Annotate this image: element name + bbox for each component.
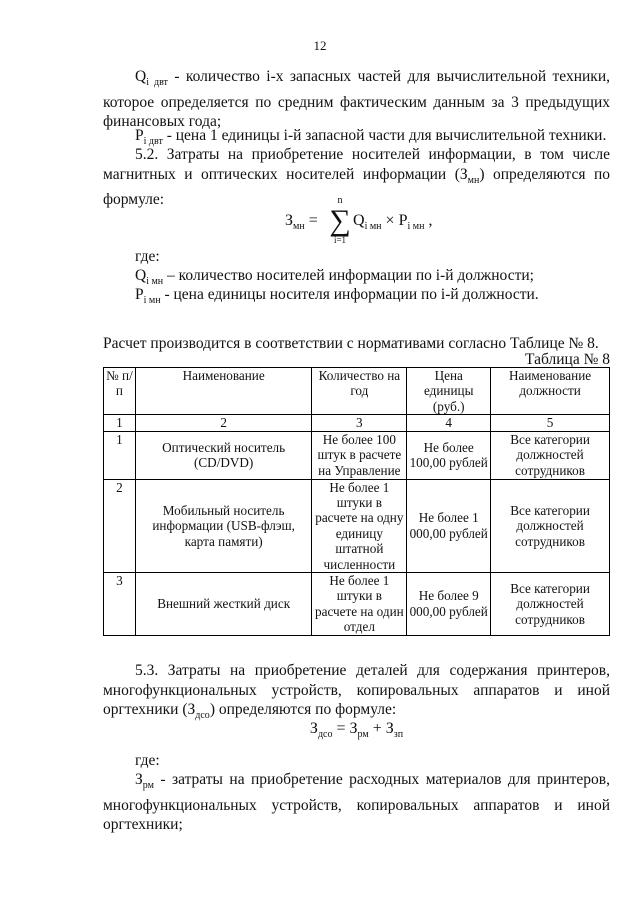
zrm-text-line2: многофункциональных устройств, копировальных аппаратов и иной [103, 796, 610, 814]
table-8 [103, 367, 610, 636]
zrm-symbol: З [135, 771, 143, 788]
s53-line3-b: ) определяются по формуле: [209, 701, 397, 719]
cell-name: Мобильный носитель информации (USB-флэш, карта памяти) [135, 479, 312, 572]
cell-price: Не более 100,00 рублей [407, 431, 491, 479]
f2-lhs: З [309, 720, 318, 737]
th-name: Наименование [135, 368, 312, 415]
section-5-3 [103, 661, 610, 726]
table-row [104, 431, 610, 479]
f2-plus: + [372, 720, 382, 737]
cell-price: Не более 9 000,00 рублей [407, 573, 491, 636]
colnum-2: 2 [135, 415, 312, 431]
qdvt-text-line2: которое определяется по средним фактическим данным за 3 предыдущих [103, 93, 610, 111]
zrm-text-line3: оргтехники; [103, 816, 183, 834]
s52-line2-a: магнитных и оптических носителей информации (З [103, 165, 468, 183]
s53-line2: многофункциональных устройств, копировальных аппаратов и иной [103, 681, 610, 699]
qdvt-subscript: i двт [146, 77, 168, 89]
qdvt-text: - количество i-х запасных частей для вычислительной техники, [174, 68, 610, 85]
qmn-subscript: i мн [146, 276, 164, 288]
table-header-row [104, 368, 610, 415]
pdvt-subscript: i двт [143, 136, 163, 148]
f1-lhs-sub: мн [293, 221, 305, 233]
colnum-4: 4 [407, 415, 491, 431]
cell-name: Внешний жесткий диск [135, 573, 312, 636]
s53-line3-sub: дсо [195, 710, 210, 722]
formula-zdso [103, 720, 610, 740]
s52-line2-b: ) определяются по [479, 165, 610, 183]
qmn-text: – количество носителей информации по i-й должности; [167, 267, 534, 284]
cell-name: Оптический носитель (CD/DVD) [135, 431, 312, 479]
colnum-5: 5 [491, 415, 610, 431]
where-label-1: где: [135, 248, 160, 265]
qdvt-symbol: Q [135, 68, 147, 85]
where-label-2: где: [135, 752, 160, 769]
cell-qty: Не более 100 штук в расчете на Управление [312, 431, 407, 479]
pmn-definition [135, 285, 610, 311]
calc-text: Расчет производится в соответствии с нормативами согласно Таблице № 8. [103, 335, 599, 352]
table-row [104, 479, 610, 572]
f1-sum-bottom: i=1 [333, 235, 347, 245]
pdvt-symbol: P [135, 127, 144, 144]
zrm-definition [103, 770, 610, 835]
f2-t1-sub: рм [357, 729, 369, 741]
pdvt-text: - цена 1 единицы i-й запасной части для вычислительной техники. [166, 127, 607, 144]
cell-position: Все категории должностей сотрудников [491, 431, 610, 479]
cell-num: 1 [104, 431, 136, 479]
f2-t2-sub: зп [393, 729, 404, 741]
colnum-3: 3 [312, 415, 407, 431]
cell-num: 2 [104, 479, 136, 572]
f2-t1: З [349, 720, 358, 737]
f1-term2-sub: i мн [407, 221, 425, 233]
page-number: 12 [313, 38, 327, 53]
f1-tail: , [428, 212, 433, 229]
cell-position: Все категории должностей сотрудников [491, 479, 610, 572]
th-qty: Количество на год [312, 368, 407, 415]
f2-lhs-sub: дсо [317, 729, 333, 741]
f1-times: × [385, 212, 395, 229]
cell-num: 3 [104, 573, 136, 636]
s52-line2 [103, 165, 610, 191]
cell-position: Все категории должностей сотрудников [491, 573, 610, 636]
sigma-symbol: ∑ [329, 204, 351, 237]
pmn-symbol: P [135, 286, 144, 303]
table-colnum-row [104, 415, 610, 431]
colnum-1: 1 [104, 415, 136, 431]
f1-term1: Q [353, 212, 365, 229]
f1-term2: P [398, 212, 408, 229]
f1-sum-top: n [337, 195, 343, 206]
qmn-symbol: Q [135, 267, 147, 284]
table-caption: Таблица № 8 [525, 351, 610, 368]
th-position: Наименование должности [491, 368, 610, 415]
f2-eq: = [336, 720, 346, 737]
s53-line3-a: оргтехники (З [103, 701, 196, 719]
s52-line2-sub: мн [467, 174, 480, 186]
cell-price: Не более 1 000,00 рублей [407, 479, 491, 572]
qdvt-definition [103, 67, 610, 132]
th-price: Цена единицы (руб.) [407, 368, 491, 415]
s53-line1: 5.3. Затраты на приобретение деталей для содержания принтеров, [135, 662, 610, 679]
f1-term1-sub: i мн [364, 221, 382, 233]
pmn-text: - цена единицы носителя информации по i-й должности. [164, 286, 539, 303]
qdvt-text-line3: финансовых года; [103, 113, 222, 131]
zrm-subscript: рм [142, 780, 154, 792]
cell-qty: Не более 1 штуки в расчете на один отдел [312, 573, 407, 636]
pmn-subscript: i мн [143, 295, 161, 307]
th-num: № п/п [104, 368, 136, 415]
cell-qty: Не более 1 штуки в расчете на одну единицу штатной численности [312, 479, 407, 572]
s52-line1: 5.2. Затраты на приобретение носителей информации, в том числе [135, 146, 610, 163]
f1-lhs: З [285, 212, 294, 229]
formula-zmn [103, 196, 610, 244]
f2-t2: З [385, 720, 394, 737]
f1-sum [329, 196, 351, 245]
s52-line3: формуле: [103, 191, 165, 209]
table-row [104, 573, 610, 636]
zrm-text: - затраты на приобретение расходных материалов для принтеров, [160, 771, 611, 788]
f1-eq: = [308, 212, 318, 229]
